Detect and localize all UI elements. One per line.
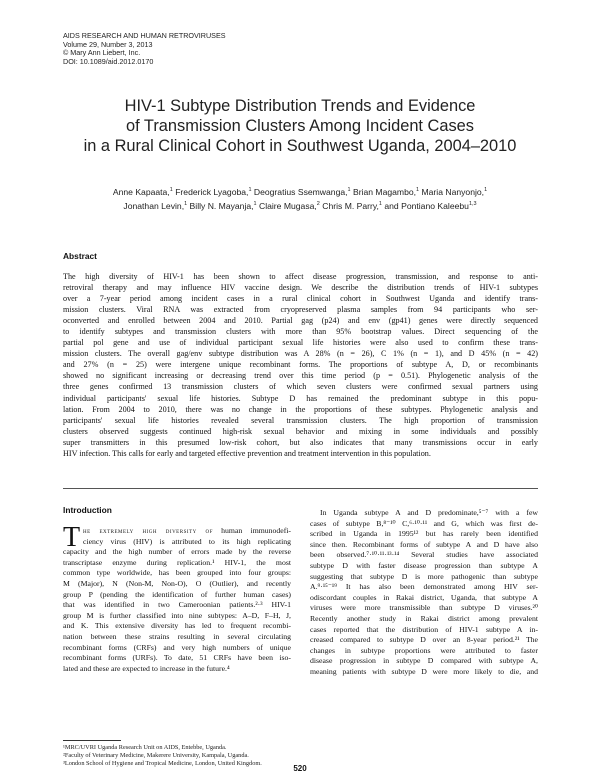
journal-header bbox=[63, 32, 363, 66]
author-name: Billy N. Mayanja, bbox=[189, 200, 254, 211]
abstract-line: over a 7-year period among incident cases in a rural clinical cohort in Southwest Uganda and identify trans- bbox=[63, 294, 538, 304]
column-line: disease progression in subtype D compared with subtype A, bbox=[310, 656, 538, 666]
column-line: scribed in Uganda in 1995¹² but has rarely been identified bbox=[310, 529, 538, 539]
column-line bbox=[63, 526, 291, 537]
author-name: Brian Magambo, bbox=[352, 187, 417, 197]
column-line: odiscordant couples in Rakai district, Uganda, that subtype A bbox=[310, 592, 538, 602]
column-line: recombinant forms (CRFs) and very high numbers of unique bbox=[63, 642, 291, 652]
abstract-line: mission clusters. The overall gag/env subtype distribution was A 28% (n = 26), C 1% (n = 1), and D 45% (n = 42) bbox=[63, 349, 538, 359]
column-line: suggesting that subtype D is more pathogenic than subtype bbox=[310, 571, 538, 581]
abstract-line: and 27% (n = 25) were intergene unique recombinant forms. The proportions of subtype A, D, or recombinants bbox=[63, 360, 538, 370]
abstract-line: HIV infection. This calls for early and targeted effective prevention and treatment intervention in this population. bbox=[63, 448, 431, 458]
author-affiliation-mark: 1 bbox=[484, 187, 488, 194]
author-line-1 bbox=[60, 186, 540, 200]
column-line: and K. This extensive diversity has led to frequent recombi- bbox=[63, 621, 291, 631]
title-line: of Transmission Clusters Among Incident Cases bbox=[126, 117, 474, 135]
section-divider bbox=[63, 488, 538, 489]
column-line: been observed.⁷·¹⁰·¹¹·¹³·¹⁴ Several studies have associated bbox=[310, 550, 538, 560]
author-name: Anne Kapaata, bbox=[112, 187, 170, 197]
left-column bbox=[63, 522, 292, 674]
abstract-body bbox=[63, 271, 538, 459]
column-line: since then. Recombinant forms of subtype A and D have also bbox=[310, 539, 538, 549]
column-line: Recently another study in Rakai district among prevalent bbox=[310, 613, 538, 623]
column-line: recombinant forms (URFs). To date, 51 CRFs have been iso- bbox=[63, 653, 291, 663]
column-line: A.⁹·¹⁵⁻¹⁹ It has also been demonstrated among HIV ser- bbox=[310, 582, 538, 592]
author-affiliation-mark: 2 bbox=[316, 200, 320, 207]
column-line: capacity and the high number of errors made by the reverse bbox=[63, 547, 291, 557]
affiliation-line: ²Faculty of Veterinary Medicine, Makerere University, Kampala, Uganda. bbox=[63, 752, 249, 760]
abstract-line: three genes confirmed 13 transmission clusters of which seven clusters were confirmed sexual partners using bbox=[63, 382, 538, 392]
author-affiliation-mark: 1 bbox=[184, 200, 188, 207]
column-line: that was identified in two Cameroonian patients.²·³ HIV-1 bbox=[63, 600, 291, 610]
affiliation-line: ³London School of Hygiene and Tropical Medicine, London, United Kingdom. bbox=[63, 760, 262, 768]
smallcaps-lead: he extremely high diversity of bbox=[83, 526, 213, 535]
abstract-line: mission clusters. Viral RNA was extracted from cryopreserved plasma samples from 94 participants who ser- bbox=[63, 305, 538, 315]
abstract-line: oconverted and enrolled between 2004 and 2010. Partial gag (p24) and env (gp41) genes were directly sequenced bbox=[63, 316, 538, 326]
author-name: Chris M. Parry, bbox=[322, 200, 379, 211]
column-line: viruses were more transmissible than subtype D viruses.²⁰ bbox=[310, 603, 538, 613]
abstract-line: clusters observed suggests continued high-risk sexual behavior and mixing in some individuals and possibly bbox=[63, 426, 538, 436]
author-affiliation-mark: 1 bbox=[253, 200, 257, 207]
author-name: Frederick Lyagoba, bbox=[175, 187, 249, 197]
volume-info: Volume 29, Number 3, 2013 bbox=[63, 39, 153, 49]
author-affiliation-mark: 1 bbox=[378, 200, 382, 207]
column-line: group M is further classified into nine subtypes: A–D, F–H, J, bbox=[63, 610, 291, 620]
page-number: 520 bbox=[293, 764, 307, 773]
author-affiliation-mark: 1 bbox=[169, 187, 173, 194]
abstract-heading: Abstract bbox=[63, 251, 97, 261]
author-name: Maria Nanyonjo, bbox=[421, 187, 485, 197]
column-line: subtype D with faster disease progression than subtype A bbox=[310, 560, 538, 570]
column-line: creased compared to subtype D over an 8-year period.²¹ The bbox=[310, 635, 538, 645]
abstract-line: super transmitters in this presumed low-risk cohort, but also indicates that many transmissions occur in early bbox=[63, 437, 538, 447]
abstract-line: The high diversity of HIV-1 has been shown to affect disease progression, transmission, and response to anti- bbox=[63, 272, 538, 281]
affiliation-line: ¹MRC/UVRI Uganda Research Unit on AIDS, Entebbe, Uganda. bbox=[63, 744, 227, 751]
article-title bbox=[40, 96, 560, 156]
author-affiliation-mark: 1,3 bbox=[468, 200, 477, 207]
column-line-text: human immunodefi- bbox=[212, 526, 292, 535]
author-line-2 bbox=[60, 200, 540, 214]
abstract-line: to identify subtypes and transmission clusters with more than 95% bootstrap values. Direct sequencing of the bbox=[63, 327, 538, 337]
journal-name: AIDS RESEARCH AND HUMAN RETROVIRUSES bbox=[63, 31, 226, 40]
column-line: nation between these strains resulting in several circulating bbox=[63, 631, 291, 641]
doi-line: DOI: 10.1089/aid.2012.0170 bbox=[63, 56, 154, 66]
abstract-line: participants' sexual life histories revealed several transmission clusters. The high proportion of transmission bbox=[63, 415, 538, 425]
column-line: changes in subtype proportions were attributed to faster bbox=[310, 645, 538, 655]
column-line: lated and these are expected to increase in the future.⁴ bbox=[63, 663, 230, 673]
column-line: meaning patients with subtype D were more likely to die, and bbox=[310, 666, 538, 676]
author-affiliation-mark: 1 bbox=[248, 187, 252, 194]
abstract-line: showed no significant increasing or decreasing trend over this time period (p = 0.51). Phylogenetic analysis of the bbox=[63, 371, 538, 381]
footnote-divider bbox=[63, 740, 121, 741]
abstract-line: partial pol gene and use of individual participant sexual life histories were also used to confirm these trans- bbox=[63, 338, 538, 348]
author-name: Claire Mugasa, bbox=[259, 200, 317, 211]
author-affiliation-mark: 1 bbox=[347, 187, 351, 194]
drop-cap: T bbox=[63, 522, 81, 553]
abstract-line: lation. From 2004 to 2010, there was no change in the proportions of these subtypes. Phylogenetic analysis and bbox=[63, 404, 538, 414]
column-line: cases of subtype B,⁸⁻¹⁰ C,⁶·¹⁰·¹¹ and G, which was first de- bbox=[310, 518, 538, 528]
column-line: transcriptase enzyme during replication.¹ HIV-1, the most bbox=[63, 557, 291, 567]
column-line: group P (pending the identification of further human cases) bbox=[63, 589, 291, 599]
copyright-line: © Mary Ann Liebert, Inc. bbox=[63, 48, 141, 58]
column-line: ciency virus (HIV) is attributed to its high replicating bbox=[83, 536, 291, 546]
column-line: In Uganda subtype A and D predominate,⁵⁻⁷ with a few bbox=[320, 508, 538, 517]
author-affiliation-mark: 1 bbox=[416, 187, 420, 194]
column-line: common type worldwide, has been grouped into four groups: bbox=[63, 568, 291, 578]
abstract-line: individual participants' sexual life histories. Subtype D has remained the predominant subtype in this popu- bbox=[63, 393, 538, 403]
author-name: Jonathan Levin, bbox=[123, 200, 185, 211]
right-column bbox=[310, 508, 538, 678]
column-line: cases reported that the distribution of HIV-1 subtype A in- bbox=[310, 624, 538, 634]
author-name: and Pontiano Kaleebu bbox=[384, 200, 469, 211]
author-name: Deogratius Ssemwanga, bbox=[253, 187, 348, 197]
column-line: M (Major), N (Non-M, Non-O), O (Outlier), and recently bbox=[63, 578, 291, 588]
title-line: in a Rural Clinical Cohort in Southwest Uganda, 2004–2010 bbox=[83, 137, 517, 155]
author-list bbox=[60, 186, 540, 213]
introduction-heading: Introduction bbox=[63, 505, 112, 515]
title-line: HIV-1 Subtype Distribution Trends and Evidence bbox=[124, 97, 476, 115]
abstract-line: retroviral therapy and may influence HIV vaccine design. We describe the distribution trends of HIV-1 subtypes bbox=[63, 283, 538, 293]
